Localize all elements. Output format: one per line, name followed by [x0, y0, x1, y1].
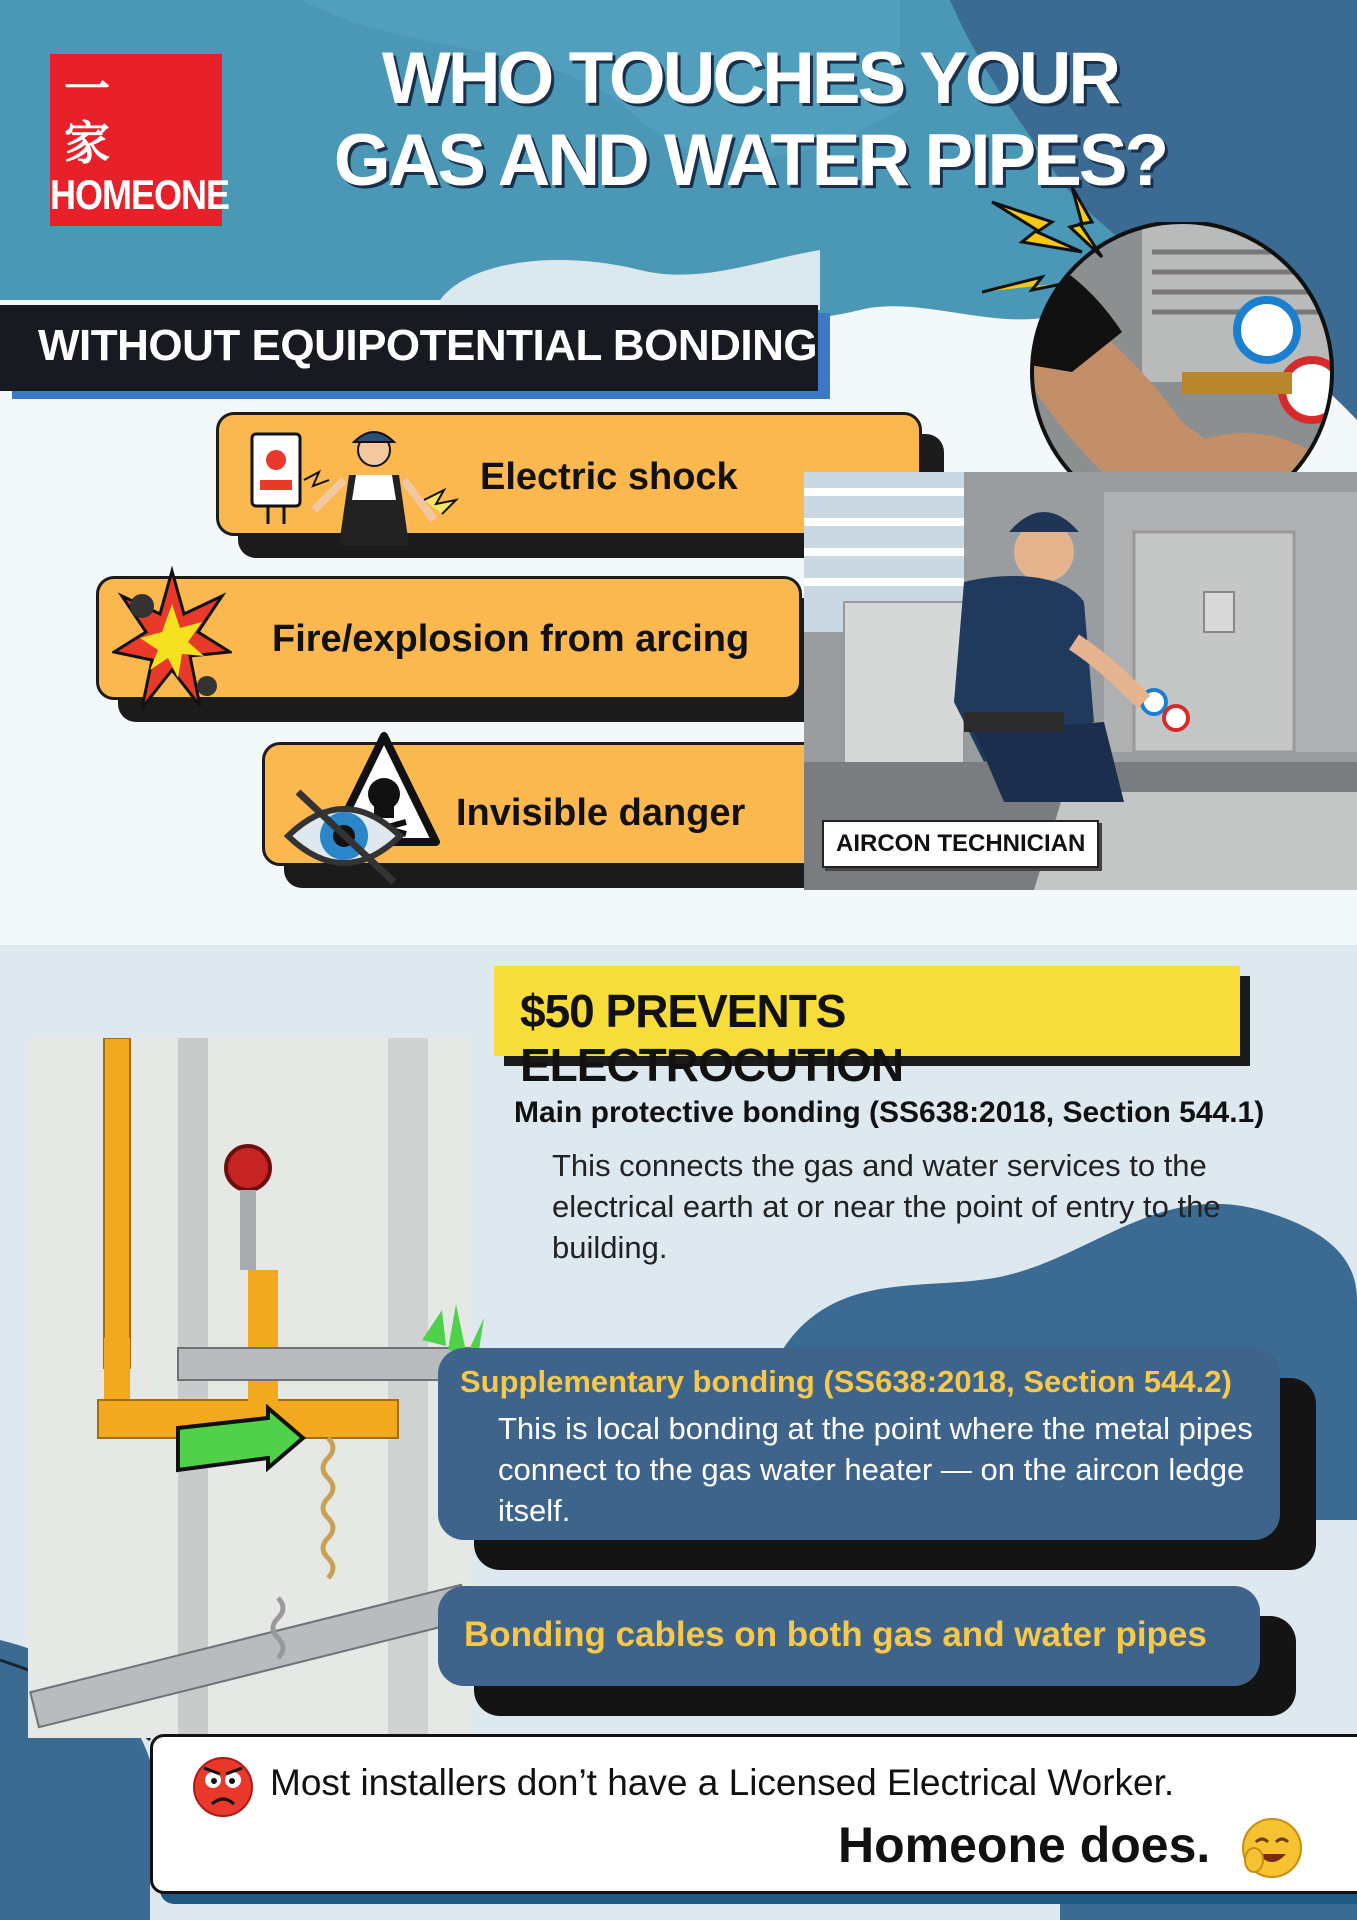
logo-glyph: 一 家 — [64, 62, 110, 170]
explosion-icon — [112, 566, 232, 716]
angry-face-icon — [192, 1756, 254, 1818]
risk-label-electric-shock: Electric shock — [480, 456, 738, 498]
shocked-man-heater-icon — [244, 420, 474, 545]
supplementary-bonding-heading: Supplementary bonding (SS638:2018, Section 544.2) — [460, 1364, 1232, 1399]
supplementary-bonding-body: This is local bonding at the point where the metal pipes connect to the gas water heater — on the aircon ledge itself. — [498, 1411, 1253, 1528]
prevents-electrocution-banner — [494, 966, 1240, 1091]
bonding-cables-note: Bonding cables on both gas and water pipes — [464, 1615, 1207, 1654]
footer-line-1: Most installers don’t have a Licensed Electrical Worker. — [270, 1762, 1175, 1803]
crossed-eye-skull-icon — [284, 732, 444, 892]
smiling-face-icon — [1240, 1816, 1304, 1880]
main-bonding-heading: Main protective bonding (SS638:2018, Section 544.1) — [514, 1096, 1265, 1129]
title-line-2: GAS AND WATER PIPES? — [333, 120, 1167, 201]
page-title — [300, 38, 1200, 202]
main-bonding-body: This connects the gas and water services to the electrical earth at or near the point of entry to the building. — [552, 1148, 1221, 1265]
title-line-1: WHO TOUCHES YOUR — [381, 38, 1119, 119]
homeone-logo — [50, 54, 230, 226]
aircon-technician-tag: AIRCON TECHNICIAN — [822, 820, 1099, 868]
logo-brand-name: HOMEONE — [50, 170, 230, 218]
without-bonding-banner — [0, 305, 818, 391]
bonded-pipes-photo — [28, 1038, 472, 1738]
risk-label-invisible-danger: Invisible danger — [456, 792, 746, 834]
lightning-icon — [982, 182, 1122, 312]
without-bonding-heading: WITHOUT EQUIPOTENTIAL BONDING — [38, 321, 818, 370]
prevents-electrocution-text: $50 PREVENTS ELECTROCUTION — [520, 985, 904, 1091]
risk-label-fire-explosion: Fire/explosion from arcing — [272, 618, 750, 660]
footer-line-2: Homeone does. — [838, 1817, 1211, 1873]
